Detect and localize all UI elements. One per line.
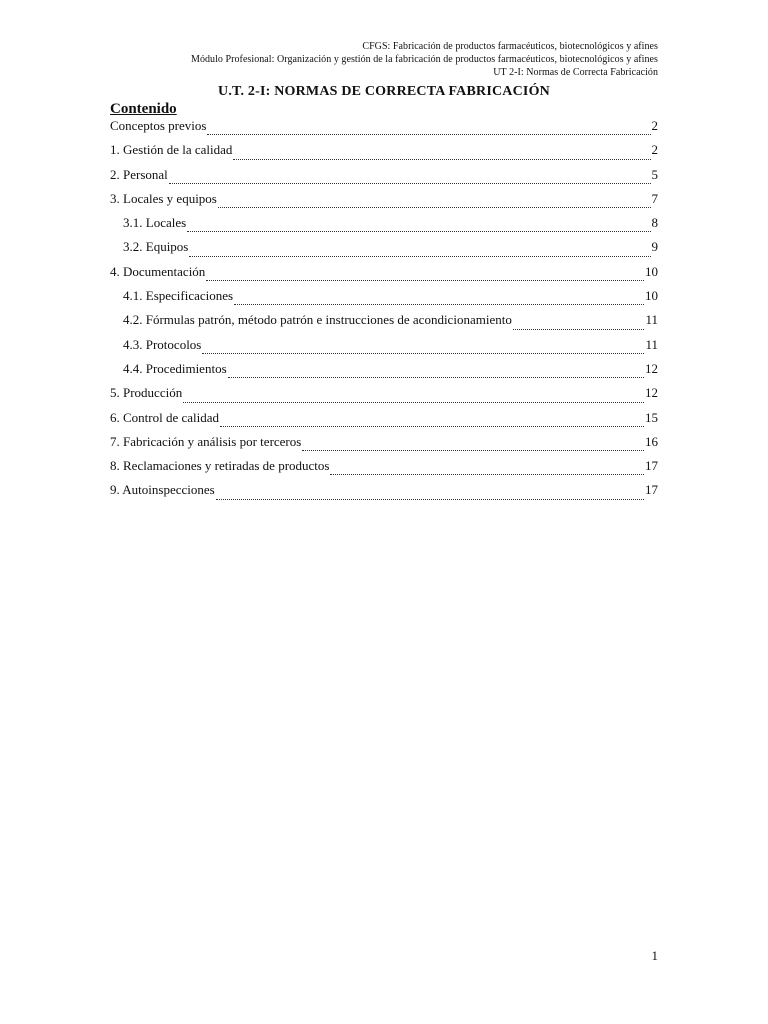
toc-entry-label: 9. Autoinspecciones bbox=[110, 482, 215, 498]
toc-entry-label: 2. Personal bbox=[110, 166, 168, 182]
toc-entry-page: 2 bbox=[651, 142, 658, 158]
toc-entry-label: 4. Documentación bbox=[110, 263, 206, 279]
toc-dot-leader bbox=[206, 280, 644, 281]
toc-entry[interactable] bbox=[110, 482, 658, 506]
toc-entry-page: 9 bbox=[651, 239, 658, 255]
toc-entry[interactable] bbox=[110, 312, 658, 336]
header-module-line: Módulo Profesional: Organización y gestión de la fabricación de productos farmacéuticos, biotecnológicos y afines bbox=[191, 54, 658, 65]
toc-entry[interactable] bbox=[110, 458, 658, 482]
toc-entry-label: 3.2. Equipos bbox=[123, 239, 189, 255]
toc-dot-leader bbox=[218, 207, 651, 208]
toc-entry[interactable] bbox=[110, 142, 658, 166]
toc-entry[interactable] bbox=[110, 239, 658, 263]
toc-entry-label: 3.1. Locales bbox=[123, 215, 187, 231]
toc-dot-leader bbox=[183, 402, 644, 403]
toc-entry-label: 4.2. Fórmulas patrón, método patrón e instrucciones de acondicionamiento bbox=[123, 312, 512, 328]
toc-entry-label: 4.4. Procedimientos bbox=[123, 360, 227, 376]
toc-entry-page: 11 bbox=[645, 312, 658, 328]
toc-entry-label: 6. Control de calidad bbox=[110, 409, 220, 425]
document-title: U.T. 2-I: NORMAS DE CORRECTA FABRICACIÓN bbox=[218, 84, 550, 99]
toc-entry-page: 11 bbox=[645, 336, 658, 352]
toc-dot-leader bbox=[207, 134, 650, 135]
toc-dot-leader bbox=[189, 256, 650, 257]
toc-heading: Contenido bbox=[110, 101, 177, 117]
table-of-contents bbox=[110, 118, 658, 507]
toc-dot-leader bbox=[234, 304, 644, 305]
toc-entry[interactable] bbox=[110, 410, 658, 434]
toc-entry-page: 2 bbox=[651, 118, 658, 133]
toc-dot-leader bbox=[302, 450, 644, 451]
toc-entry[interactable] bbox=[110, 337, 658, 361]
toc-entry-label: 4.1. Especificaciones bbox=[123, 288, 234, 304]
toc-entry[interactable] bbox=[110, 434, 658, 458]
toc-dot-leader bbox=[513, 329, 645, 330]
toc-entry-page: 17 bbox=[645, 482, 658, 498]
header-course-line: CFGS: Fabricación de productos farmacéuticos, biotecnológicos y afines bbox=[362, 41, 658, 52]
toc-entry-page: 17 bbox=[645, 458, 658, 474]
toc-entry-label: 5. Producción bbox=[110, 385, 183, 401]
toc-entry-page: 10 bbox=[645, 288, 658, 304]
toc-entry-page: 12 bbox=[645, 360, 658, 376]
toc-entry[interactable] bbox=[110, 215, 658, 239]
toc-dot-leader bbox=[220, 426, 644, 427]
toc-entry[interactable] bbox=[110, 167, 658, 191]
toc-entry-label: 3. Locales y equipos bbox=[110, 190, 217, 206]
toc-dot-leader bbox=[233, 159, 650, 160]
toc-dot-leader bbox=[228, 377, 644, 378]
toc-entry[interactable] bbox=[110, 118, 658, 142]
toc-entry-label: 1. Gestión de la calidad bbox=[110, 142, 233, 158]
toc-entry-page: 15 bbox=[645, 409, 658, 425]
toc-dot-leader bbox=[169, 183, 651, 184]
toc-entry-label: 7. Fabricación y análisis por terceros bbox=[110, 433, 302, 449]
toc-entry-page: 16 bbox=[645, 433, 658, 449]
toc-entry-label: 8. Reclamaciones y retiradas de productos bbox=[110, 458, 330, 474]
toc-dot-leader bbox=[202, 353, 644, 354]
toc-entry-page: 10 bbox=[645, 263, 658, 279]
header-unit-line: UT 2-I: Normas de Correcta Fabricación bbox=[493, 67, 658, 78]
toc-entry[interactable] bbox=[110, 288, 658, 312]
toc-entry[interactable] bbox=[110, 191, 658, 215]
toc-entry-label: 4.3. Protocolos bbox=[123, 336, 202, 352]
toc-entry[interactable] bbox=[110, 361, 658, 385]
toc-entry-page: 8 bbox=[651, 215, 658, 231]
toc-entry[interactable] bbox=[110, 385, 658, 409]
toc-entry-label: Conceptos previos bbox=[110, 118, 207, 133]
toc-entry[interactable] bbox=[110, 264, 658, 288]
toc-entry-page: 7 bbox=[651, 190, 658, 206]
page-number: 1 bbox=[651, 948, 658, 963]
toc-entry-page: 12 bbox=[645, 385, 658, 401]
toc-entry-page: 5 bbox=[651, 166, 658, 182]
running-header bbox=[98, 40, 658, 79]
toc-dot-leader bbox=[216, 499, 644, 500]
toc-dot-leader bbox=[330, 474, 644, 475]
toc-dot-leader bbox=[187, 231, 650, 232]
